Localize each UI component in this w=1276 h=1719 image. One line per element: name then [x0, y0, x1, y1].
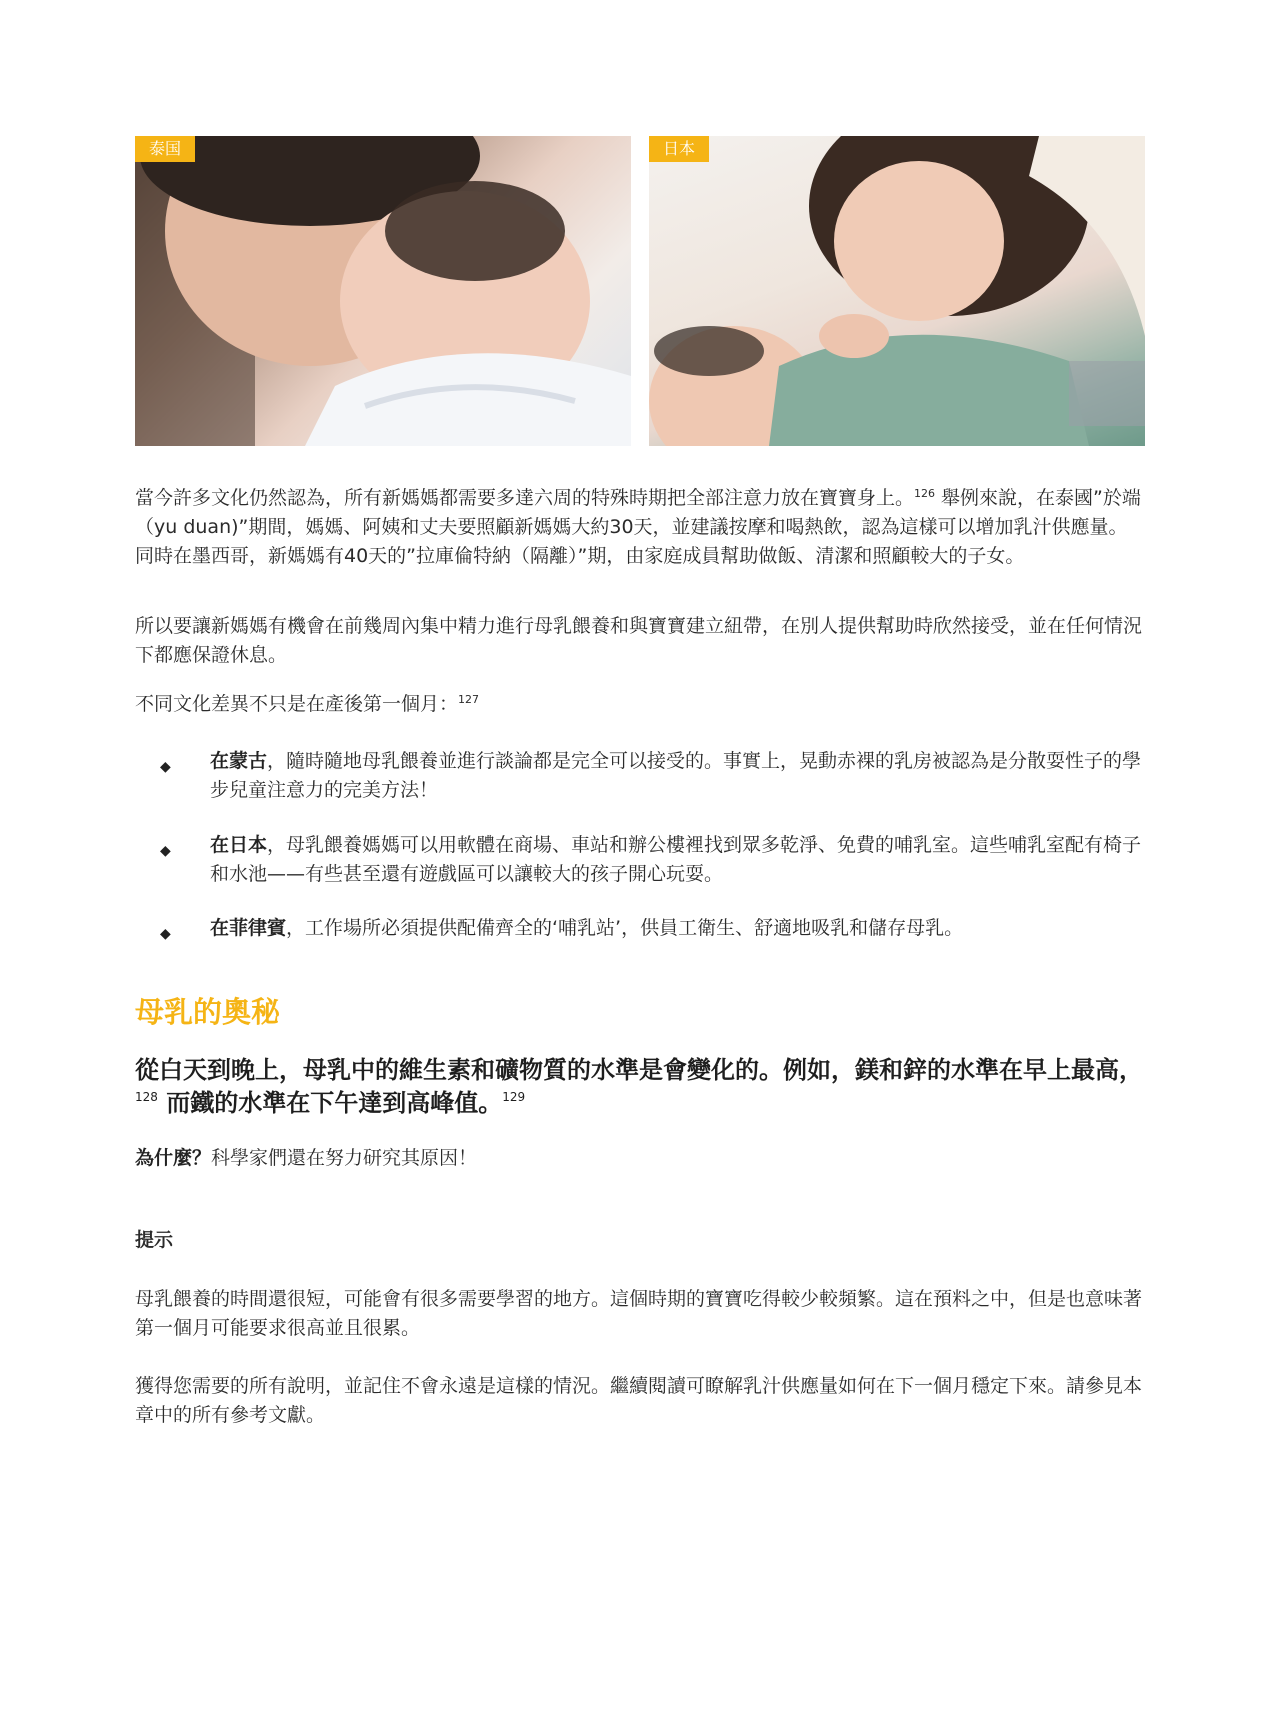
why-paragraph: 為什麼？科學家們還在努力研究其原因！ [135, 1147, 478, 1169]
tip-paragraph-2: 獲得您需要的所有說明，並記住不會永遠是這樣的情況。繼續閱讀可瞭解乳汁供應量如何在下一個月穩定下來。請參見本章中的所有參考文獻。 [135, 1375, 1143, 1426]
section-heading: 母乳的奧秘 [135, 995, 281, 1029]
photo-japan-mother-baby [649, 136, 1145, 446]
intro-paragraph-2: 所以要讓新媽媽有機會在前幾周內集中精力進行母乳餵養和與寶寶建立紐帶，在別人提供幫助時欣然接受，並在任何情況下都應保證休息。 [135, 615, 1143, 666]
bullet-philippines: 在菲律賓，工作場所必須提供配備齊全的‘哺乳站’，供員工衛生、舒適地吸乳和儲存母乳。 [210, 917, 964, 939]
tip-paragraph-1: 母乳餵養的時間還很短，可能會有很多需要學習的地方。這個時期的寶寶吃得較少較頻繁。這在預料之中，但是也意味著第一個月可能要求很高並且很累。 [135, 1288, 1143, 1339]
tip-heading: 提示 [135, 1229, 174, 1251]
reference-129: 129 [502, 1090, 526, 1104]
bullet-diamond-icon: ◆ [160, 759, 171, 775]
bullet-diamond-icon: ◆ [160, 926, 171, 942]
bullet-diamond-icon: ◆ [160, 843, 171, 859]
photo-thailand-illustration [135, 136, 631, 446]
highlight-statement: 從白天到晚上，母乳中的維生素和礦物質的水準是會變化的。例如，鎂和鋅的水準在早上最高，$^{128}$ 而鐵的水準在下午達到高峰值。$^{129}$ [135, 1056, 1143, 1117]
intro-paragraph-3: 不同文化差異不只是在產後第一個月：$^{127}$ [135, 693, 480, 715]
bullet-mongolia: 在蒙古，隨時隨地母乳餵養並進行談論都是完全可以接受的。事實上，晃動赤裸的乳房被認為是分散耍性子的學步兒童注意力的完美方法！ [210, 750, 1142, 801]
country-tag-thailand: 泰国 [135, 136, 195, 162]
reference-127: 127 [458, 693, 480, 706]
bullet-japan: 在日本，母乳餵養媽媽可以用軟體在商場、車站和辦公樓裡找到眾多乾淨、免費的哺乳室。這些哺乳室配有椅子和水池——有些甚至還有遊戲區可以讓較大的孩子開心玩耍。 [210, 834, 1142, 885]
intro-paragraph-1: 當今許多文化仍然認為，所有新媽媽都需要多達六周的特殊時期把全部注意力放在寶寶身上。$^{126}$ 舉例來說，在泰國”於端（yu duan)”期間，媽媽、阿姨和丈夫要照顧新媽媽大約30天，並建議按摩和喝熱飲，認為這樣可以增加乳汁供應量。同時在墨西哥，新媽媽有40天的”拉庫倫特納（隔離）”期，由家庭成員幫助做飯、清潔和照顧較大的子女。 [135, 487, 1141, 567]
photo-thailand-mother-baby [135, 136, 631, 446]
reference-128: 128 [135, 1090, 158, 1104]
photo-japan-illustration [649, 136, 1145, 446]
reference-126: 126 [914, 487, 936, 500]
country-tag-japan: 日本 [649, 136, 709, 162]
